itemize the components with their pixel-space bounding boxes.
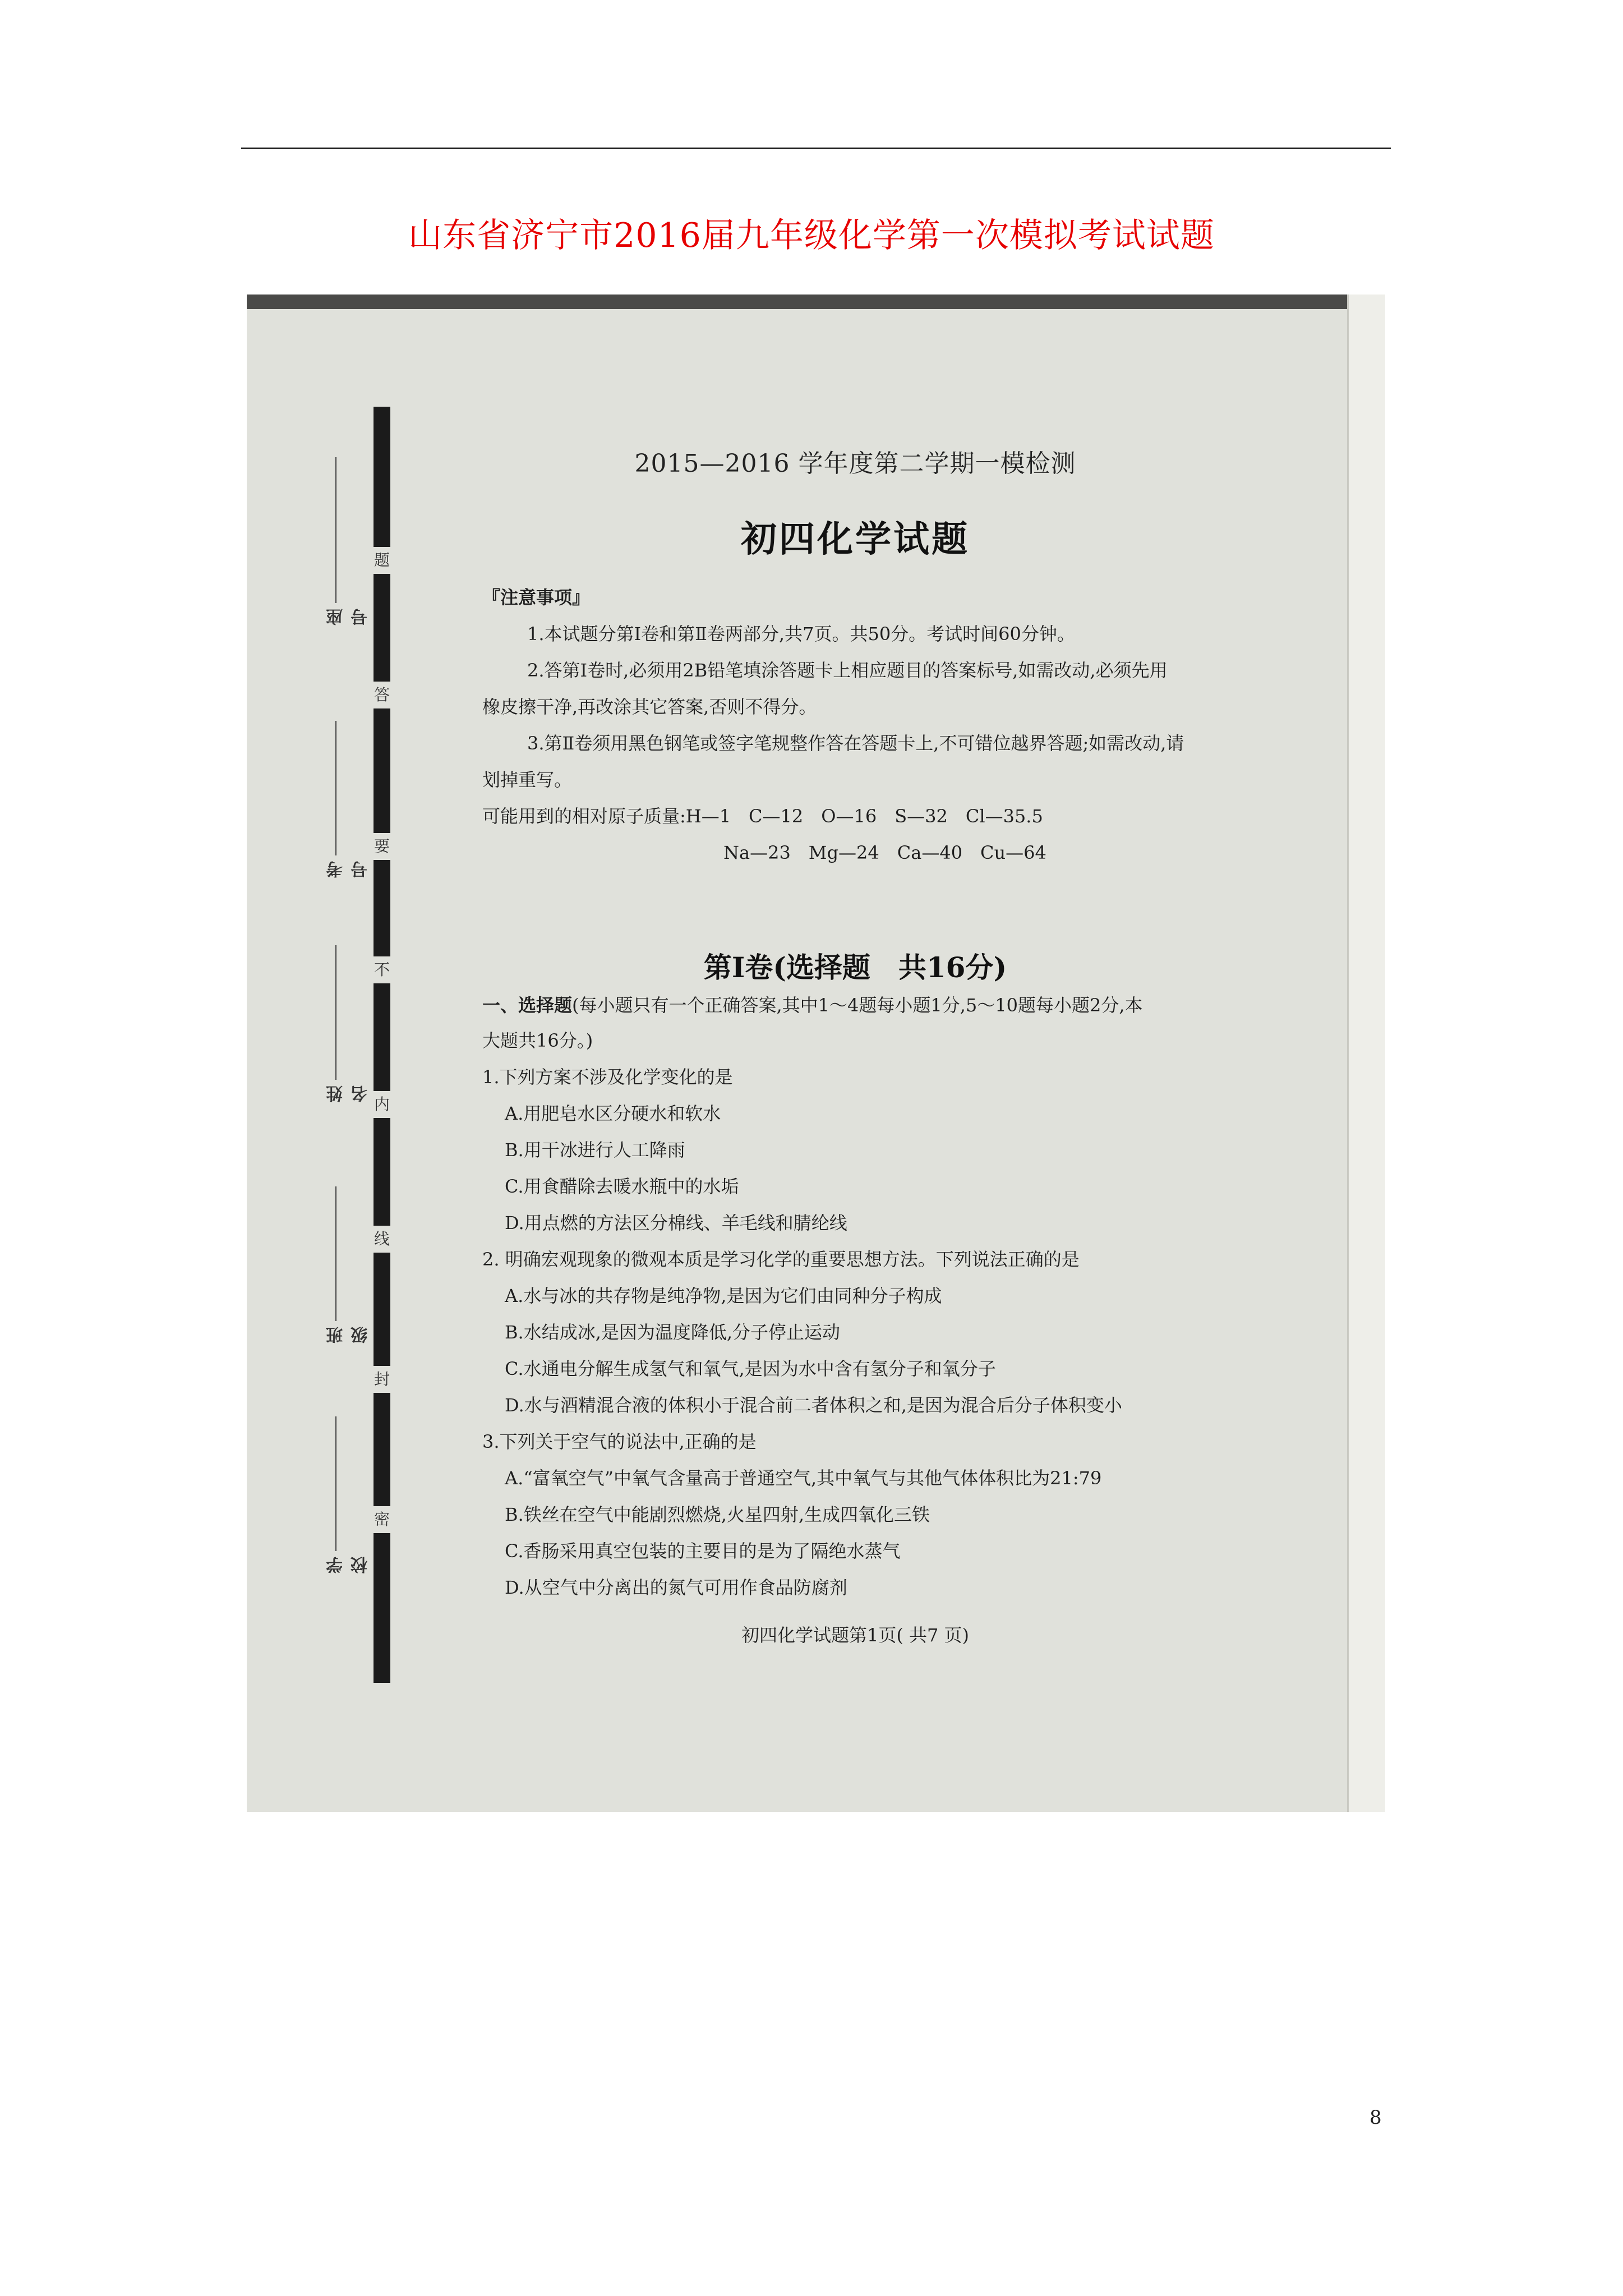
question-stem: 2. 明确宏观现象的微观本质是学习化学的重要思想方法。下列说法正确的是 — [482, 1249, 1080, 1270]
field-underline — [335, 1416, 336, 1551]
field-underline — [335, 721, 336, 855]
section-intro-text: (每小题只有一个正确答案,其中1～4题每小题1分,5～10题每小题2分,本 — [572, 995, 1143, 1016]
note-line: 3.第Ⅱ卷须用黑色钢笔或签字笔规整作答在答题卡上,不可错位越界答题;如需改动,请 — [527, 733, 1184, 754]
exam-page-footer: 初四化学试题第1页( 共7 页) — [741, 1625, 970, 1646]
binding-word: 题 — [374, 547, 390, 574]
field-label: 考号 — [326, 861, 371, 878]
binding-word: 要 — [374, 833, 390, 860]
note-line: 橡皮擦干净,再改涂其它答案,否则不得分。 — [482, 696, 817, 717]
exam-photo — [247, 295, 1385, 1812]
page-number: 8 — [1370, 2106, 1382, 2129]
binding-word: 密 — [374, 1506, 390, 1533]
question-option: A.“富氧空气”中氧气含量高于普通空气,其中氧气与其他气体体积比为21:79 — [505, 1467, 1102, 1489]
notes-heading: 『注意事项』 — [482, 587, 591, 608]
question-option: B.水结成冰,是因为温度降低,分子停止运动 — [505, 1322, 841, 1343]
section-title: 第Ⅰ卷(选择题 共16分) — [703, 951, 1007, 984]
binding-strip — [374, 407, 390, 1683]
question-option: A.用肥皂水区分硬水和软水 — [505, 1103, 721, 1124]
note-line: 划掉重写。 — [482, 769, 573, 790]
section-intro — [482, 991, 1143, 1017]
question-option: B.铁丝在空气中能剧烈燃烧,火星四射,生成四氧化三铁 — [505, 1504, 930, 1525]
question-option: B.用干冰进行人工降雨 — [505, 1139, 685, 1161]
exam-header: 2015—2016 学年度第二学期一模检测 — [634, 449, 1076, 478]
binding-word: 不 — [374, 956, 390, 983]
question-stem: 3.下列关于空气的说法中,正确的是 — [482, 1431, 757, 1452]
note-line: 2.答第Ⅰ卷时,必须用2B铅笔填涂答题卡上相应题目的答案标号,如需改动,必须先用 — [527, 660, 1168, 681]
binding-word: 线 — [374, 1226, 390, 1253]
field-underline — [335, 1186, 336, 1321]
section-intro-line: 大题共16分。) — [482, 1030, 593, 1051]
exam-title: 初四化学试题 — [741, 518, 970, 560]
field-label: 班级 — [326, 1327, 371, 1343]
field-label: 座号 — [326, 609, 371, 625]
note-line: 1.本试题分第Ⅰ卷和第Ⅱ卷两部分,共7页。共50分。考试时间60分钟。 — [527, 623, 1075, 645]
question-option: A.水与冰的共存物是纯净物,是因为它们由同种分子构成 — [505, 1285, 942, 1306]
section-intro-label: 一、选择题 — [482, 995, 573, 1016]
binding-word: 答 — [374, 682, 390, 708]
atomic-masses-line: Na—23 Mg—24 Ca—40 Cu—64 — [723, 842, 1046, 863]
question-option: D.从空气中分离出的氮气可用作食品防腐剂 — [505, 1577, 847, 1598]
atomic-masses-line: 可能用到的相对原子质量:H—1 C—12 O—16 S—32 Cl—35.5 — [482, 806, 1043, 827]
question-option: C.香肠采用真空包装的主要目的是为了隔绝水蒸气 — [505, 1540, 901, 1562]
binding-word: 内 — [374, 1091, 390, 1118]
question-option: D.用点燃的方法区分棉线、羊毛线和腈纶线 — [505, 1212, 847, 1234]
question-option: C.用食醋除去暖水瓶中的水垢 — [505, 1176, 739, 1197]
question-stem: 1.下列方案不涉及化学变化的是 — [482, 1066, 733, 1088]
header-rule — [241, 148, 1391, 149]
binding-word: 封 — [374, 1366, 390, 1393]
photo-dark-edge — [247, 295, 1385, 309]
field-label: 姓名 — [326, 1085, 371, 1102]
document-title: 山东省济宁市2016届九年级化学第一次模拟考试试题 — [408, 216, 1215, 255]
question-option: C.水通电分解生成氢气和氧气,是因为水中含有氢分子和氧分子 — [505, 1358, 996, 1379]
field-label: 学校 — [326, 1557, 371, 1573]
question-option: D.水与酒精混合液的体积小于混合前二者体积之和,是因为混合后分子体积变小 — [505, 1395, 1122, 1416]
